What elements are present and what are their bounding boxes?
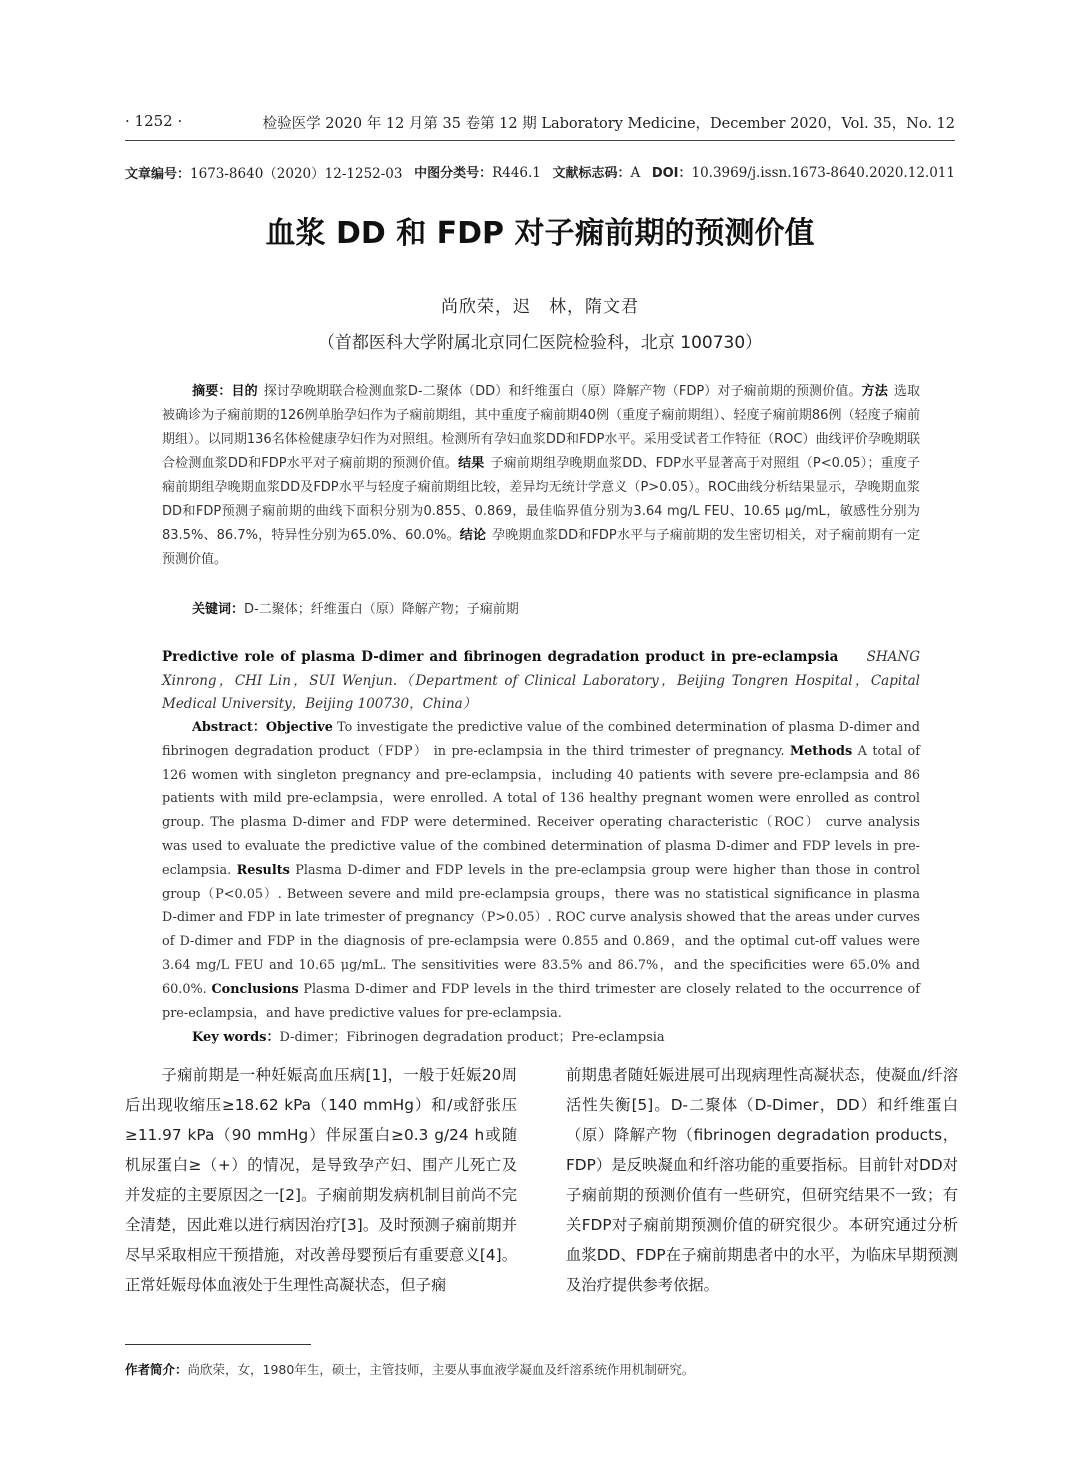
article-number: 文章编号：1673-8640（2020）12-1252-03 — [125, 166, 403, 182]
author-list: 尚欣荣，迟 林，隋文君 — [441, 297, 639, 317]
keywords-zh: 关键词：D-二聚体；纤维蛋白（原）降解产物；子痫前期 — [192, 602, 519, 617]
body-column-left: 子痫前期是一种妊娠高血压病[1]，一般于妊娠20周后出现收缩压≥18.62 kPa（140 mmHg）和/或舒张压≥11.97 kPa（90 mmHg）伴尿蛋白≥0.3 g/24 h或随机尿蛋白≥（+）的情况，是导致孕产妇、围产儿死亡及并发症的主要原因之一[2]。子痫前期发病机制目前尚不完全清楚，因此难以进行病因治疗[3]。及时预测子痫前期并尽早采取相应干预措施，对改善母婴预后有重要意义[4]。正常妊娠母体血液处于生理性高凝状态，但子痫 — [125, 1066, 517, 1294]
document-code: 文献标志码：A — [552, 165, 641, 181]
body-column-right: 前期患者随妊娠进展可出现病理性高凝状态，使凝血/纤溶活性失衡[5]。D-二聚体（D-Dimer，DD）和纤维蛋白（原）降解产物（fibrinogen degradation products，FDP）是反映凝血和纤溶功能的重要指标。目前针对DD对子痫前期的预测价值有一些研究，但研究结果不一致；有关FDP对子痫前期预测价值的研究很少。本研究通过分析血浆DD、FDP在子痫前期患者中的水平，为临床早期预测及治疗提供参考依据。 — [566, 1066, 958, 1294]
page-title: 血浆 DD 和 FDP 对子痫前期的预测价值 — [265, 216, 815, 251]
english-title: Predictive role of plasma D-dimer and fibrinogen degradation product in pre-eclampsia — [162, 649, 839, 665]
article-meta — [125, 162, 955, 182]
abstract-zh: 摘要：目的 探讨孕晚期联合检测血浆D-二聚体（DD）和纤维蛋白（原）降解产物（FDP）对子痫前期的预测价值。方法 选取被确诊为子痫前期的126例单胎孕妇作为子痫前期组，其中重度子痫前期40例（重度子痫前期组）、轻度子痫前期86例（轻度子痫前期组）。以同期136名体检健康孕妇作为对照组。检测所有孕妇血浆DD和FDP水平。采用受试者工作特征（ROC）曲线评价孕晚期联合检测血浆DD和FDP水平对子痫前期的预测价值。结果 子痫前期组孕晚期血浆DD、FDP水平显著高于对照组（P<0.05）；重度子痫前期组孕晚期血浆DD及FDP水平与轻度子痫前期组比较，差异均无统计学意义（P>0.05）。ROC曲线分析结果显示，孕晚期血浆DD和FDP预测子痫前期的曲线下面积分别为0.855、0.869，最佳临界值分别为3.64 mg/L FEU、10.65 μg/mL，敏感性分别为83.5%、86.7%，特异性分别为65.0%、60.0%。结论 孕晚期血浆DD和FDP水平与子痫前期的发生密切相关，对子痫前期有一定预测价值。 — [162, 384, 920, 567]
abstract-en: Abstract：Objective To investigate the predictive value of the combined determination of plasma D-dimer and fibrinogen degradation product（FDP） in pre-eclampsia in the third trimester of pregnancy. Methods A total of 126 women with singleton pregnancy and pre-eclampsia，including 40 patients with severe pre-eclampsia and 86 patients with mild pre-eclampsia，were enrolled. A total of 136 healthy pregnant women were enrolled as control group. The plasma D-dimer and FDP were determined. Receiver operating characteristic（ROC） curve analysis was used to evaluate the predictive value of the combined determination of plasma D-dimer and FDP levels in pre-eclampsia. Results Plasma D-dimer and FDP levels in the pre-eclampsia group were higher than those in control group（P<0.05）. Between severe and mild pre-eclampsia groups，there was no statistical significance in plasma D-dimer and FDP in late trimester of pregnancy（P>0.05）. ROC curve analysis showed that the areas under curves of D-dimer and FDP in the diagnosis of pre-eclampsia were 0.855 and 0.869，and the optimal cut-off values were 3.64 mg/L FEU and 10.65 μg/mL. The sensitivities were 83.5% and 86.7%，and the specificities were 65.0% and 60.0%. Conclusions Plasma D-dimer and FDP levels in the third trimester are closely related to the occurrence of pre-eclampsia，and have predictive values for pre-eclampsia. — [162, 720, 920, 1021]
clc-number: 中图分类号：R446.1 — [414, 165, 541, 181]
keywords-en: Key words：D-dimer；Fibrinogen degradation product；Pre-eclampsia — [192, 1030, 665, 1045]
abstract-zh-label: 摘要：目的 — [192, 384, 258, 399]
affiliation: （首都医科大学附属北京同仁医院检验科，北京 100730） — [317, 333, 763, 353]
english-title-block — [162, 646, 920, 717]
running-header — [125, 112, 955, 138]
english-authors: SHANG Xinrong，CHI Lin，SUI Wenjun.（Department of Clinical Laboratory，Beijing Tongren Hospital，Capital Medical University，Beijing 100730，China） — [162, 649, 920, 712]
footnote: 作者简介：尚欣荣，女，1980年生，硕士，主管技师，主要从事血液学凝血及纤溶系统作用机制研究。 — [125, 1362, 695, 1377]
footnote-rule — [125, 1344, 311, 1345]
journal-info: 检验医学 2020 年 12 月第 35 卷第 12 期 Laboratory Medicine，December 2020，Vol. 35，No. 12 — [262, 116, 955, 132]
page-number: · 1252 · — [125, 112, 183, 130]
header-rule — [125, 140, 955, 141]
doi: DOI：10.3969/j.issn.1673-8640.2020.12.011 — [651, 165, 955, 181]
